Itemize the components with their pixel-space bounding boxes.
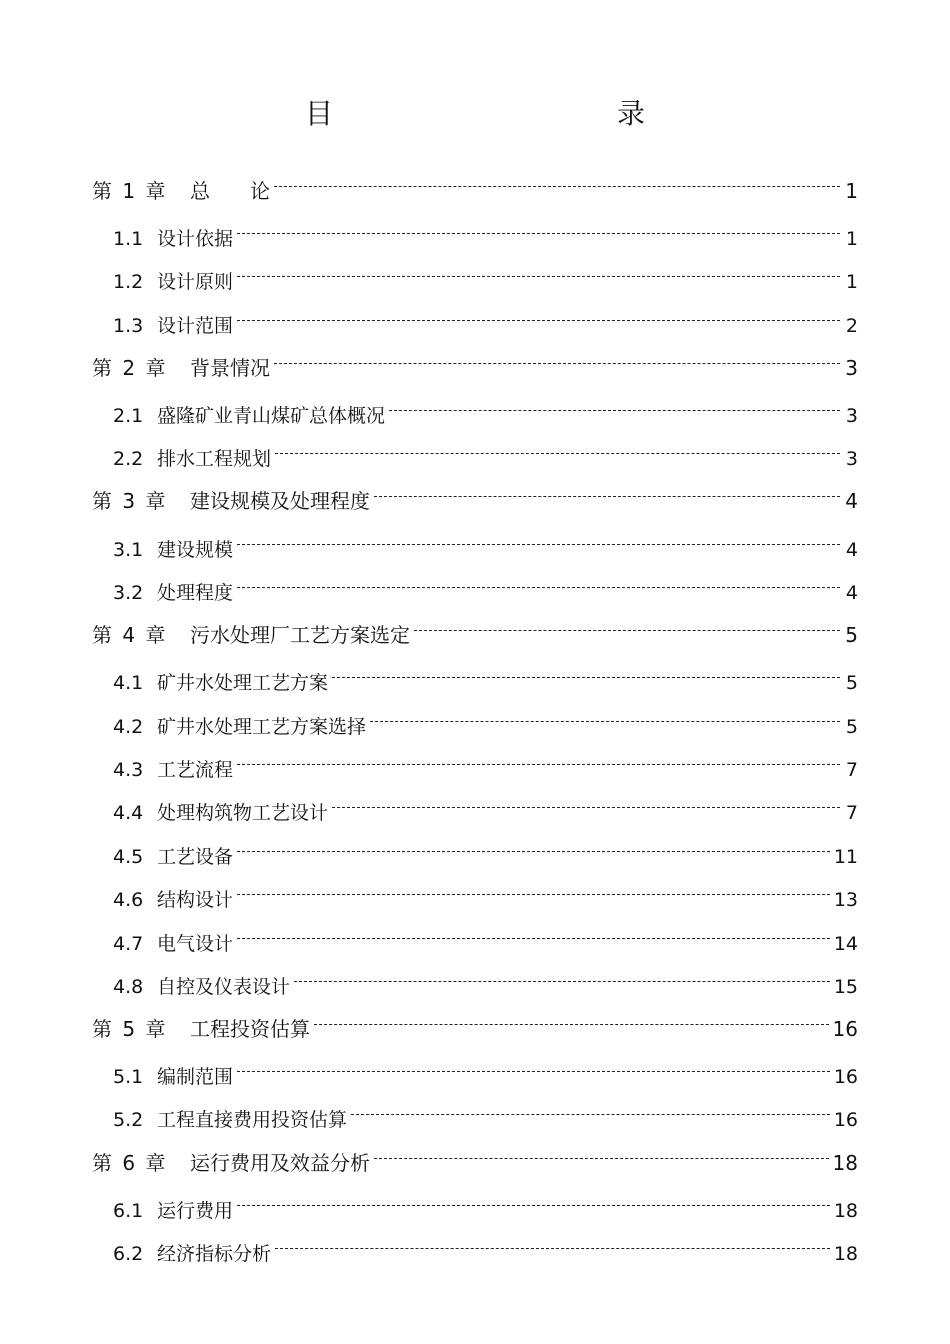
dot-leader <box>237 750 840 776</box>
entry-title: 结构设计 <box>157 889 234 911</box>
page-number: 7 <box>845 802 858 824</box>
toc-section-entry[interactable] <box>113 707 858 738</box>
toc-section-entry[interactable] <box>113 262 858 293</box>
section-number: 4.3 <box>113 759 144 781</box>
toc-chapter-entry[interactable] <box>92 616 858 647</box>
dot-leader <box>332 663 840 689</box>
section-number: 4.5 <box>113 846 144 868</box>
toc-section-entry[interactable] <box>113 396 858 427</box>
page-number: 3 <box>845 405 858 427</box>
dot-leader <box>237 1057 830 1083</box>
section-number: 4.8 <box>113 976 144 998</box>
section-number: 2.1 <box>113 405 144 427</box>
dot-leader <box>274 349 840 375</box>
toc-section-entry[interactable] <box>113 663 858 694</box>
page-number: 1 <box>845 228 858 250</box>
page-number: 3 <box>845 448 858 470</box>
toc-section-entry[interactable] <box>113 1100 858 1131</box>
page-number: 18 <box>833 1243 858 1265</box>
section-number: 3.2 <box>113 582 144 604</box>
dot-leader <box>314 1010 829 1036</box>
toc-chapter-entry[interactable] <box>92 349 858 380</box>
chapter-number: 第 5 章 <box>92 1017 168 1041</box>
entry-title: 运行费用及效益分析 <box>190 1151 370 1175</box>
dot-leader <box>275 1234 830 1260</box>
entry-title: 编制范围 <box>157 1066 234 1088</box>
toc-section-entry[interactable] <box>113 306 858 337</box>
section-number: 1.1 <box>113 228 144 250</box>
dot-leader <box>237 880 830 906</box>
dot-leader <box>237 573 840 599</box>
page-number: 5 <box>845 716 858 738</box>
toc-section-entry[interactable] <box>113 837 858 868</box>
section-number: 4.4 <box>113 802 144 824</box>
dot-leader <box>414 616 840 642</box>
toc-chapter-entry[interactable] <box>92 482 858 513</box>
section-number: 5.1 <box>113 1066 144 1088</box>
toc-chapter-entry[interactable] <box>92 172 858 203</box>
toc-chapter-entry[interactable] <box>92 1144 858 1175</box>
page-number: 11 <box>833 846 858 868</box>
toc-section-entry[interactable] <box>113 439 858 470</box>
entry-title: 工艺流程 <box>157 759 234 781</box>
chapter-number: 第 4 章 <box>92 623 168 647</box>
entry-title: 总 论 <box>190 179 270 203</box>
entry-title: 矿井水处理工艺方案选择 <box>157 716 367 738</box>
page-number: 4 <box>845 489 858 513</box>
page-number: 4 <box>845 582 858 604</box>
dot-leader <box>374 482 840 508</box>
toc-section-entry[interactable] <box>113 750 858 781</box>
page-number: 3 <box>845 356 858 380</box>
toc-chapter-entry[interactable] <box>92 1010 858 1041</box>
toc-section-entry[interactable] <box>113 1234 858 1265</box>
toc-title: 目 录 <box>304 97 721 130</box>
dot-leader <box>351 1100 830 1126</box>
dot-leader <box>237 219 840 245</box>
page-number: 15 <box>833 976 858 998</box>
toc-section-entry[interactable] <box>113 880 858 911</box>
chapter-number: 第 3 章 <box>92 489 168 513</box>
entry-title: 设计原则 <box>157 271 234 293</box>
dot-leader <box>389 396 840 422</box>
section-number: 1.3 <box>113 315 144 337</box>
dot-leader <box>237 924 830 950</box>
toc-section-entry[interactable] <box>113 1057 858 1088</box>
entry-title: 设计范围 <box>157 315 234 337</box>
entry-title: 自控及仪表设计 <box>157 976 291 998</box>
entry-title: 矿井水处理工艺方案 <box>157 672 329 694</box>
chapter-number: 第 2 章 <box>92 356 168 380</box>
toc-section-entry[interactable] <box>113 924 858 955</box>
page-number: 16 <box>833 1109 858 1131</box>
dot-leader <box>237 837 830 863</box>
chapter-number: 第 6 章 <box>92 1151 168 1175</box>
dot-leader <box>332 793 840 819</box>
entry-title: 工艺设备 <box>157 846 234 868</box>
dot-leader <box>370 707 840 733</box>
toc-section-entry[interactable] <box>113 967 858 998</box>
section-number: 1.2 <box>113 271 144 293</box>
toc-section-entry[interactable] <box>113 573 858 604</box>
entry-title: 电气设计 <box>157 933 234 955</box>
dot-leader <box>237 306 840 332</box>
chapter-number: 第 1 章 <box>92 179 168 203</box>
page-number: 5 <box>845 623 858 647</box>
entry-title: 背景情况 <box>190 356 270 380</box>
dot-leader <box>275 439 840 465</box>
entry-title: 盛隆矿业青山煤矿总体概况 <box>157 405 386 427</box>
entry-title: 处理程度 <box>157 582 234 604</box>
section-number: 5.2 <box>113 1109 144 1131</box>
toc-section-entry[interactable] <box>113 1191 858 1222</box>
entry-title: 排水工程规划 <box>157 448 272 470</box>
entry-title: 建设规模 <box>157 539 234 561</box>
section-number: 4.2 <box>113 716 144 738</box>
dot-leader <box>374 1144 829 1170</box>
entry-title: 运行费用 <box>157 1200 234 1222</box>
entry-title: 建设规模及处理程度 <box>190 489 370 513</box>
dot-leader <box>237 530 840 556</box>
page-number: 18 <box>833 1200 858 1222</box>
dot-leader <box>274 172 840 198</box>
page-number: 1 <box>845 271 858 293</box>
dot-leader <box>237 262 840 288</box>
page-number: 4 <box>845 539 858 561</box>
entry-title: 处理构筑物工艺设计 <box>157 802 329 824</box>
page-number: 7 <box>845 759 858 781</box>
page-number: 2 <box>845 315 858 337</box>
dot-leader <box>294 967 830 993</box>
section-number: 4.6 <box>113 889 144 911</box>
page-number: 16 <box>832 1017 858 1041</box>
entry-title: 工程投资估算 <box>190 1017 310 1041</box>
dot-leader <box>237 1191 830 1217</box>
page-number: 18 <box>832 1151 858 1175</box>
page-number: 1 <box>845 179 858 203</box>
entry-title: 经济指标分析 <box>157 1243 272 1265</box>
page-number: 14 <box>833 933 858 955</box>
toc-section-entry[interactable] <box>113 793 858 824</box>
section-number: 3.1 <box>113 539 144 561</box>
page-number: 5 <box>845 672 858 694</box>
section-number: 4.1 <box>113 672 144 694</box>
entry-title: 污水处理厂工艺方案选定 <box>190 623 410 647</box>
section-number: 2.2 <box>113 448 144 470</box>
toc-section-entry[interactable] <box>113 530 858 561</box>
entry-title: 设计依据 <box>157 228 234 250</box>
section-number: 4.7 <box>113 933 144 955</box>
page-number: 16 <box>833 1066 858 1088</box>
section-number: 6.2 <box>113 1243 144 1265</box>
section-number: 6.1 <box>113 1200 144 1222</box>
page-number: 13 <box>833 889 858 911</box>
entry-title: 工程直接费用投资估算 <box>157 1109 348 1131</box>
toc-section-entry[interactable] <box>113 219 858 250</box>
